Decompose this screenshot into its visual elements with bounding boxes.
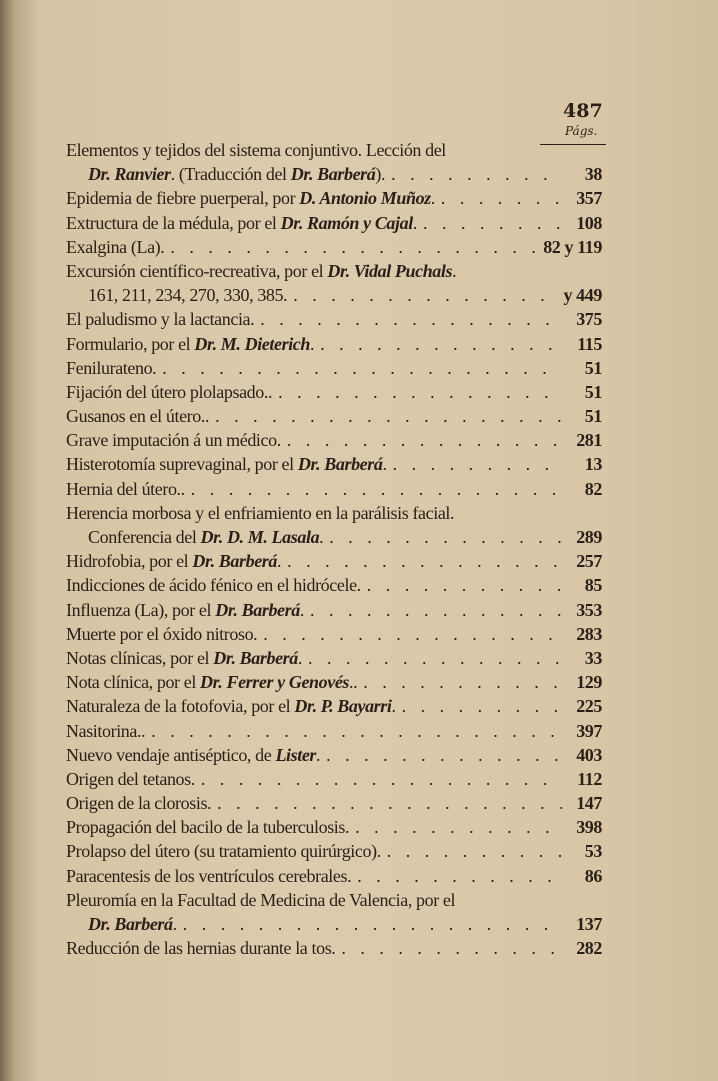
entry-page: 38 bbox=[584, 164, 602, 185]
entry-text: Muerte por el óxido nitroso. bbox=[66, 623, 258, 644]
index-entry bbox=[66, 575, 602, 599]
entry-text: Herencia morbosa y el enfriamiento en la parálisis facial. bbox=[66, 502, 455, 523]
entry-page: 281 bbox=[576, 430, 602, 451]
entry-text: Nuevo vendaje antiséptico, de bbox=[66, 744, 276, 765]
entry-title bbox=[66, 479, 185, 500]
entry-title bbox=[66, 575, 361, 596]
leader-dots bbox=[215, 406, 562, 427]
entry-page: 112 bbox=[577, 768, 602, 789]
entry-author: Dr. Ranvier bbox=[88, 164, 171, 185]
entry-author: Dr. Barberá bbox=[215, 599, 300, 620]
index-entry bbox=[66, 696, 602, 720]
entry-text: . bbox=[299, 599, 304, 620]
entry-author: Dr. Barberá bbox=[88, 914, 173, 934]
entry-text: . bbox=[412, 212, 417, 233]
entry-title bbox=[66, 866, 351, 887]
leader-dots bbox=[151, 721, 562, 742]
index-entry bbox=[66, 769, 602, 793]
entry-page: 51 bbox=[584, 406, 602, 427]
entry-text: Propagación del bacilo de la tuberculosis. bbox=[66, 817, 350, 838]
entry-title bbox=[66, 140, 446, 161]
entry-title bbox=[66, 551, 281, 572]
index-entry bbox=[66, 479, 602, 503]
leader-dots bbox=[357, 866, 562, 887]
leader-dots bbox=[287, 551, 562, 572]
entry-page: 82 bbox=[584, 478, 602, 499]
leader-dots bbox=[201, 769, 562, 790]
index-entry bbox=[66, 721, 602, 745]
entry-page: y 449 bbox=[563, 285, 602, 306]
entry-text: Histerotomía suprevaginal, por el bbox=[66, 454, 298, 475]
entry-title bbox=[66, 696, 396, 717]
index-entry bbox=[66, 454, 602, 478]
index-entries bbox=[66, 140, 602, 962]
entry-text: ). bbox=[375, 164, 386, 185]
entry-text: Origen de la clorosis. bbox=[66, 793, 212, 814]
entry-title bbox=[66, 237, 164, 258]
entry-page: 13 bbox=[584, 454, 602, 475]
entry-author: Dr. M. Dieterich bbox=[194, 333, 310, 354]
index-entry bbox=[66, 358, 602, 382]
entry-title bbox=[66, 600, 304, 621]
entry-page: 282 bbox=[576, 938, 602, 959]
entry-text: Epidemia de fiebre puerperal, por bbox=[66, 188, 300, 209]
leader-dots bbox=[287, 430, 562, 451]
leader-dots bbox=[293, 285, 557, 306]
entry-author: Dr. D. M. Lasala bbox=[200, 527, 320, 547]
entry-page: 137 bbox=[576, 914, 602, 934]
entry-title bbox=[66, 841, 381, 862]
index-entry bbox=[66, 164, 602, 188]
entry-page: 33 bbox=[584, 647, 602, 668]
entry-title bbox=[66, 382, 272, 403]
entry-text: Excursión científico-recreativa, por el bbox=[66, 260, 328, 281]
entry-text: Nasitorina.. bbox=[66, 720, 146, 741]
entry-text: Exalgina (La). bbox=[66, 236, 165, 257]
entry-title bbox=[66, 938, 335, 959]
entry-title bbox=[66, 334, 314, 355]
index-entry bbox=[66, 285, 602, 309]
entry-title bbox=[66, 745, 320, 766]
index-entry bbox=[66, 866, 602, 890]
entry-text: Pleuromía en la Facultad de Medicina de Valencia, por el bbox=[66, 889, 456, 910]
entry-page: 51 bbox=[584, 357, 602, 378]
pags-label: Págs. bbox=[565, 124, 598, 138]
entry-text: Nota clínica, por el bbox=[66, 672, 201, 693]
entry-page: 115 bbox=[577, 333, 602, 354]
entry-text: Fijación del útero plolapsado.. bbox=[66, 381, 273, 402]
index-entry bbox=[66, 188, 602, 212]
entry-author: Dr. Ferrer y Genovés bbox=[200, 672, 350, 693]
entry-text: Conferencia del bbox=[88, 527, 201, 547]
entry-text: . bbox=[430, 188, 435, 209]
entry-title bbox=[66, 213, 417, 234]
leader-dots bbox=[367, 575, 562, 596]
entry-text: . bbox=[319, 527, 324, 547]
leader-dots bbox=[441, 188, 562, 209]
entry-page: 375 bbox=[576, 309, 602, 330]
entry-text: Origen del tetanos. bbox=[66, 768, 195, 789]
entry-page: 357 bbox=[576, 188, 602, 209]
entry-text: Indicciones de ácido fénico en el hidrócele. bbox=[66, 575, 361, 596]
leader-dots bbox=[308, 648, 562, 669]
entry-page: 353 bbox=[576, 599, 602, 620]
entry-title bbox=[66, 406, 209, 427]
entry-title bbox=[66, 648, 302, 669]
leader-dots bbox=[260, 309, 562, 330]
entry-page: 85 bbox=[584, 575, 602, 596]
entry-text: Notas clínicas, por el bbox=[66, 647, 214, 668]
entry-text: Formulario, por el bbox=[66, 333, 195, 354]
index-entry bbox=[66, 237, 602, 261]
entry-text: 161, 211, 234, 270, 330, 385. bbox=[88, 285, 288, 306]
index-entry bbox=[66, 430, 602, 454]
entry-page: 147 bbox=[576, 793, 602, 814]
entry-text: Influenza (La), por el bbox=[66, 599, 216, 620]
entry-text: Prolapso del útero (su tratamiento quirúrgico). bbox=[66, 841, 381, 862]
index-entry bbox=[66, 817, 602, 841]
entry-text: . bbox=[172, 914, 177, 934]
entry-title bbox=[66, 454, 387, 475]
entry-text: Paracentesis de los ventrículos cerebrales. bbox=[66, 865, 352, 886]
leader-dots bbox=[391, 164, 562, 185]
leader-dots bbox=[341, 938, 562, 959]
index-entry bbox=[66, 841, 602, 865]
entry-text: El paludismo y la lactancia. bbox=[66, 309, 255, 330]
entry-author: Dr. Barberá bbox=[290, 164, 376, 185]
entry-author: D. Antonio Muñoz bbox=[299, 188, 431, 209]
leader-dots bbox=[329, 527, 562, 548]
entry-title bbox=[66, 430, 281, 451]
entry-text: . bbox=[277, 551, 282, 572]
entry-text: . bbox=[310, 333, 315, 354]
entry-text: . bbox=[382, 454, 387, 475]
index-entry bbox=[66, 334, 602, 358]
leader-dots bbox=[423, 213, 562, 234]
entry-page: 403 bbox=[576, 744, 602, 765]
index-entry bbox=[66, 309, 602, 333]
entry-title bbox=[66, 358, 156, 379]
entry-title bbox=[66, 793, 211, 814]
index-entry bbox=[66, 672, 602, 696]
leader-dots bbox=[191, 479, 562, 500]
entry-text: Reducción de las hernias durante la tos. bbox=[66, 938, 336, 959]
index-entry bbox=[66, 406, 602, 430]
index-entry bbox=[66, 503, 602, 527]
entry-title bbox=[66, 624, 257, 645]
index-entry bbox=[66, 527, 602, 551]
leader-dots bbox=[170, 237, 537, 258]
leader-dots bbox=[217, 793, 562, 814]
entry-author: Lister bbox=[275, 744, 317, 765]
entry-author: Dr. Barberá bbox=[297, 454, 383, 475]
leader-dots bbox=[402, 696, 562, 717]
entry-title bbox=[66, 721, 145, 742]
index-entry bbox=[66, 600, 602, 624]
entry-author: Dr. Vidal Puchals bbox=[327, 260, 453, 281]
entry-page: 108 bbox=[576, 212, 602, 233]
index-entry bbox=[66, 213, 602, 237]
entry-text: Grave imputación á un médico. bbox=[66, 430, 281, 451]
entry-title bbox=[66, 188, 435, 209]
index-entry bbox=[66, 624, 602, 648]
index-entry bbox=[66, 648, 602, 672]
entry-title bbox=[88, 285, 287, 306]
index-entry bbox=[66, 914, 602, 938]
entry-page: 82 y 119 bbox=[543, 236, 602, 257]
entry-title bbox=[66, 261, 456, 282]
leader-dots bbox=[162, 358, 562, 379]
entry-text: . (Traducción del bbox=[170, 164, 291, 185]
leader-dots bbox=[310, 600, 562, 621]
entry-page: 225 bbox=[576, 696, 602, 717]
entry-page: 53 bbox=[584, 841, 602, 862]
index-entry bbox=[66, 382, 602, 406]
entry-text: . bbox=[316, 744, 321, 765]
entry-author: Dr. P. Bayarri bbox=[294, 696, 392, 717]
entry-page: 129 bbox=[576, 672, 602, 693]
leader-dots bbox=[393, 454, 562, 475]
entry-title bbox=[66, 817, 349, 838]
entry-author: Dr. Ramón y Cajal bbox=[280, 212, 413, 233]
entry-title bbox=[66, 890, 455, 911]
entry-author: Dr. Barberá bbox=[213, 647, 298, 668]
index-entry bbox=[66, 938, 602, 962]
entry-text: Feniluratenо. bbox=[66, 357, 157, 378]
leader-dots bbox=[320, 334, 562, 355]
entry-title bbox=[66, 309, 254, 330]
entry-title bbox=[88, 164, 385, 185]
index-entry bbox=[66, 793, 602, 817]
page-number: 487 bbox=[563, 100, 603, 122]
leader-dots bbox=[387, 841, 562, 862]
entry-title bbox=[88, 527, 323, 548]
entry-page: 257 bbox=[576, 551, 602, 572]
entry-page: 398 bbox=[576, 817, 602, 838]
entry-page: 289 bbox=[576, 527, 602, 547]
leader-dots bbox=[263, 624, 562, 645]
entry-text: Naturaleza de la fotofovia, por el bbox=[66, 696, 295, 717]
entry-page: 51 bbox=[584, 381, 602, 402]
leader-dots bbox=[278, 382, 562, 403]
entry-title bbox=[66, 769, 195, 790]
index-entry bbox=[66, 745, 602, 769]
entry-title bbox=[88, 914, 177, 935]
entry-author: Dr. Barberá bbox=[192, 551, 277, 572]
leader-dots bbox=[363, 672, 562, 693]
index-entry bbox=[66, 890, 602, 914]
entry-title bbox=[66, 672, 357, 693]
entry-text: Elementos y tejidos del sistema conjuntivo. Lección del bbox=[66, 140, 446, 160]
entry-page: 283 bbox=[576, 623, 602, 644]
entry-page: 86 bbox=[584, 865, 602, 886]
entry-text: . bbox=[297, 647, 302, 668]
leader-dots bbox=[355, 817, 562, 838]
index-entry bbox=[66, 140, 602, 164]
entry-text: . bbox=[452, 260, 457, 281]
entry-text: Hernia del útero.. bbox=[66, 478, 185, 499]
leader-dots bbox=[183, 914, 562, 935]
entry-text: Hidrofobia, por el bbox=[66, 551, 193, 572]
index-entry bbox=[66, 261, 602, 285]
entry-text: Gusanos en el útero.. bbox=[66, 406, 210, 427]
leader-dots bbox=[326, 745, 562, 766]
entry-text: .. bbox=[349, 672, 358, 693]
entry-page: 397 bbox=[576, 720, 602, 741]
entry-text: Extructura de la médula, por el bbox=[66, 212, 281, 233]
entry-title bbox=[66, 503, 454, 524]
index-entry bbox=[66, 551, 602, 575]
entry-text: . bbox=[391, 696, 396, 717]
